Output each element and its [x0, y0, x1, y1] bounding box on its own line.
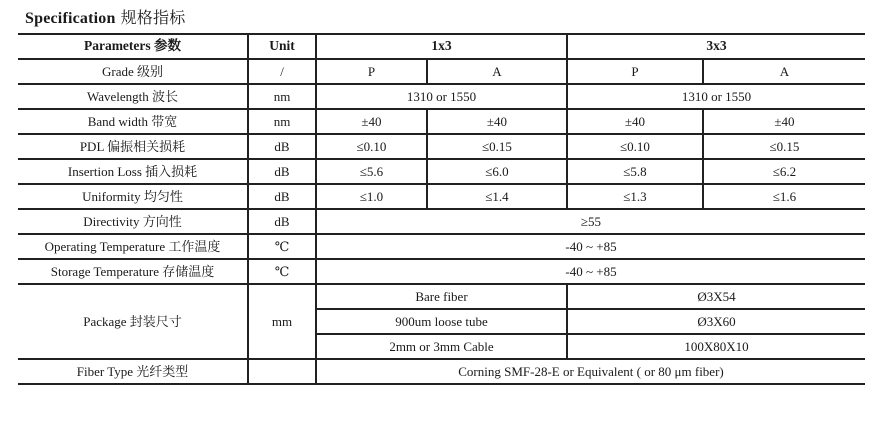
value-cell: ±40 — [703, 109, 865, 134]
value-cell: -40 ~ +85 — [316, 234, 865, 259]
table-row-uniformity — [18, 184, 865, 209]
package-size-cell: Ø3X60 — [567, 309, 865, 334]
unit-cell: dB — [248, 134, 316, 159]
value-cell: P — [316, 59, 427, 84]
value-cell: ≤1.6 — [703, 184, 865, 209]
unit-cell: dB — [248, 209, 316, 234]
value-cell: P — [567, 59, 703, 84]
value-cell: ≤0.15 — [703, 134, 865, 159]
col-header-group-1x3: 1x3 — [316, 34, 567, 59]
row-label: Grade 级别 — [18, 59, 248, 84]
page-title — [25, 5, 185, 28]
col-header-group-3x3: 3x3 — [567, 34, 865, 59]
row-label: Storage Temperature 存储温度 — [18, 259, 248, 284]
value-cell: ≤0.10 — [316, 134, 427, 159]
value-cell: Corning SMF-28-E or Equivalent ( or 80 μm fiber) — [316, 359, 865, 384]
package-type-cell: Bare fiber — [316, 284, 567, 309]
value-cell: ≤1.4 — [427, 184, 567, 209]
value-cell: 1310 or 1550 — [316, 84, 567, 109]
table-row-bandwidth — [18, 109, 865, 134]
row-label: PDL 偏振相关损耗 — [18, 134, 248, 159]
table-row-storage-temperature — [18, 259, 865, 284]
row-label: Band width 带宽 — [18, 109, 248, 134]
value-cell: ≤1.0 — [316, 184, 427, 209]
table-row-directivity — [18, 209, 865, 234]
page-title-zh: 规格指标 — [120, 10, 186, 27]
value-cell: -40 ~ +85 — [316, 259, 865, 284]
table-row-wavelength — [18, 84, 865, 109]
unit-cell: dB — [248, 159, 316, 184]
col-header-unit: Unit — [248, 34, 316, 59]
table-row-operating-temperature — [18, 234, 865, 259]
row-label: Uniformity 均匀性 — [18, 184, 248, 209]
unit-cell: nm — [248, 109, 316, 134]
unit-cell — [248, 359, 316, 384]
unit-cell: nm — [248, 84, 316, 109]
table-row-pdl — [18, 134, 865, 159]
value-cell: A — [427, 59, 567, 84]
header-row — [18, 34, 865, 59]
value-cell: ≤1.3 — [567, 184, 703, 209]
table-row-fiber-type — [18, 359, 865, 384]
value-cell: ≤0.15 — [427, 134, 567, 159]
row-label: Fiber Type 光纤类型 — [18, 359, 248, 384]
page-title-en: Specification — [25, 10, 116, 27]
value-cell: ±40 — [567, 109, 703, 134]
row-label: Operating Temperature 工作温度 — [18, 234, 248, 259]
row-label: Package 封装尺寸 — [18, 284, 248, 359]
table-row-grade — [18, 59, 865, 84]
unit-cell: / — [248, 59, 316, 84]
value-cell: ≤5.6 — [316, 159, 427, 184]
value-cell: ≤6.2 — [703, 159, 865, 184]
value-cell: ≥55 — [316, 209, 865, 234]
row-label: Wavelength 波长 — [18, 84, 248, 109]
value-cell: A — [703, 59, 865, 84]
value-cell: 1310 or 1550 — [567, 84, 865, 109]
unit-cell: ℃ — [248, 259, 316, 284]
table-row-insertion-loss — [18, 159, 865, 184]
package-size-cell: Ø3X54 — [567, 284, 865, 309]
value-cell: ≤5.8 — [567, 159, 703, 184]
package-type-cell: 2mm or 3mm Cable — [316, 334, 567, 359]
specification-table — [18, 33, 865, 385]
value-cell: ±40 — [427, 109, 567, 134]
value-cell: ±40 — [316, 109, 427, 134]
table-row-package-bare-fiber — [18, 284, 865, 309]
value-cell: ≤0.10 — [567, 134, 703, 159]
col-header-parameters: Parameters 参数 — [18, 34, 248, 59]
value-cell: ≤6.0 — [427, 159, 567, 184]
unit-cell: dB — [248, 184, 316, 209]
row-label: Insertion Loss 插入损耗 — [18, 159, 248, 184]
package-size-cell: 100X80X10 — [567, 334, 865, 359]
row-label: Directivity 方向性 — [18, 209, 248, 234]
unit-cell: ℃ — [248, 234, 316, 259]
unit-cell: mm — [248, 284, 316, 359]
package-type-cell: 900um loose tube — [316, 309, 567, 334]
